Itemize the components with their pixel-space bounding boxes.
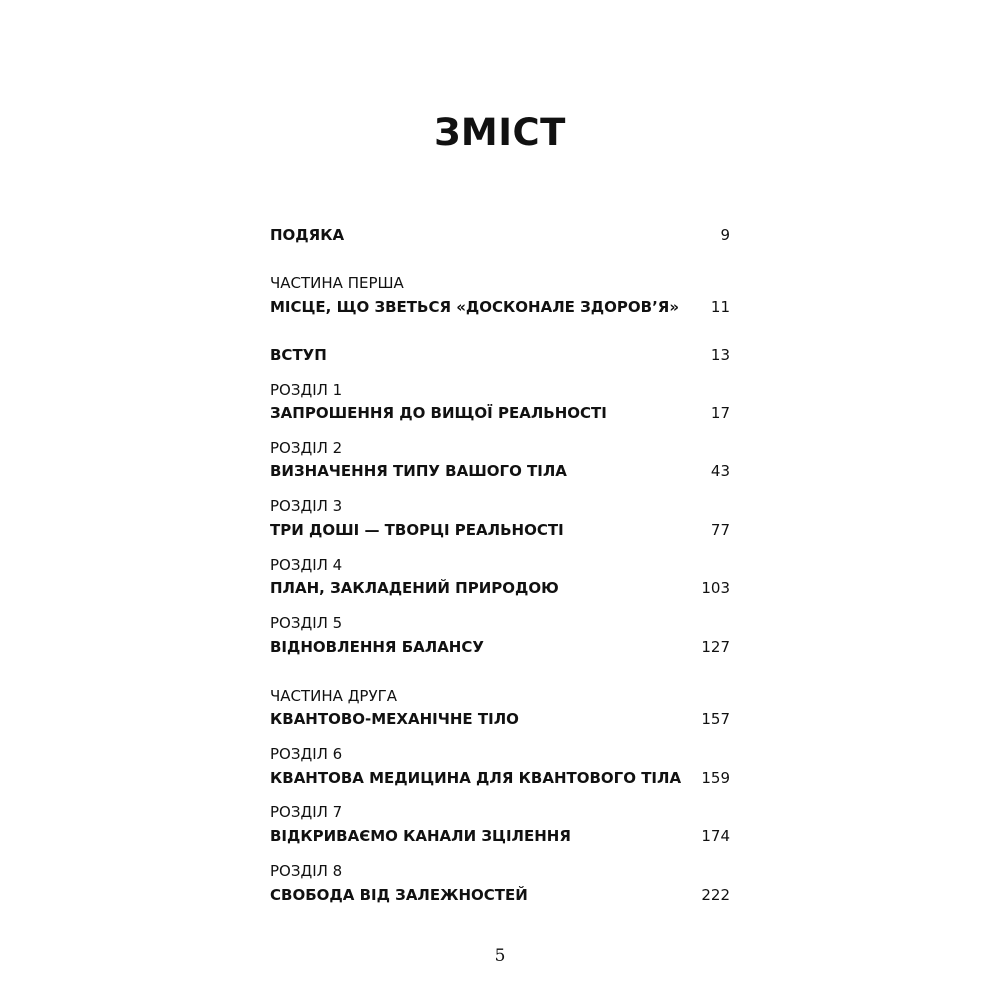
toc-heading[interactable]: ПЛАН, ЗАКЛАДЕНИЙ ПРИРОДОЮ xyxy=(270,579,559,597)
toc-page-number: 222 xyxy=(701,886,730,904)
toc-chapter-label: РОЗДІЛ 4 xyxy=(270,556,343,574)
toc-chapter-label: РОЗДІЛ 8 xyxy=(270,862,343,880)
page-number: 5 xyxy=(494,946,506,966)
toc-chapter-label: РОЗДІЛ 6 xyxy=(270,745,343,763)
toc-chapter-label: РОЗДІЛ 2 xyxy=(270,439,343,457)
toc-page-number: 11 xyxy=(710,298,730,316)
toc-page-number: 127 xyxy=(701,638,730,656)
toc-part-label: ЧАСТИНА ПЕРША xyxy=(270,274,404,292)
table-of-contents xyxy=(270,0,730,1000)
toc-heading[interactable]: ВІДКРИВАЄМО КАНАЛИ ЗЦІЛЕННЯ xyxy=(270,827,571,845)
toc-heading[interactable]: ВІДНОВЛЕННЯ БАЛАНСУ xyxy=(270,638,484,656)
toc-page-number: 174 xyxy=(701,827,730,845)
toc-heading[interactable]: ВИЗНАЧЕННЯ ТИПУ ВАШОГО ТІЛА xyxy=(270,462,567,480)
toc-heading[interactable]: МІСЦЕ, ЩО ЗВЕТЬСЯ «ДОСКОНАЛЕ ЗДОРОВ’Я» xyxy=(270,298,680,316)
toc-heading[interactable]: ВСТУП xyxy=(270,346,327,364)
toc-page-number: 159 xyxy=(701,769,730,787)
toc-heading[interactable]: ЗАПРОШЕННЯ ДО ВИЩОЇ РЕАЛЬНОСТІ xyxy=(270,404,607,422)
toc-heading[interactable]: ПОДЯКА xyxy=(270,226,345,244)
toc-page-number: 9 xyxy=(720,226,730,244)
toc-chapter-label: РОЗДІЛ 1 xyxy=(270,381,343,399)
toc-page-number: 13 xyxy=(710,346,730,364)
toc-heading[interactable]: КВАНТОВО-МЕХАНІЧНЕ ТІЛО xyxy=(270,710,519,728)
toc-heading[interactable]: СВОБОДА ВІД ЗАЛЕЖНОСТЕЙ xyxy=(270,886,528,904)
toc-chapter-label: РОЗДІЛ 3 xyxy=(270,497,343,515)
toc-chapter-label: РОЗДІЛ 5 xyxy=(270,614,343,632)
toc-page-number: 43 xyxy=(710,462,730,480)
toc-chapter-label: РОЗДІЛ 7 xyxy=(270,803,343,821)
toc-page-number: 17 xyxy=(710,404,730,422)
page-title: ЗМІСТ xyxy=(434,111,566,154)
toc-page-number: 77 xyxy=(710,521,730,539)
toc-heading[interactable]: КВАНТОВА МЕДИЦИНА ДЛЯ КВАНТОВОГО ТІЛА xyxy=(270,769,682,787)
toc-part-label: ЧАСТИНА ДРУГА xyxy=(270,687,398,705)
toc-page-number: 157 xyxy=(701,710,730,728)
toc-page-number: 103 xyxy=(701,579,730,597)
toc-heading[interactable]: ТРИ ДОШІ — ТВОРЦІ РЕАЛЬНОСТІ xyxy=(270,521,564,539)
